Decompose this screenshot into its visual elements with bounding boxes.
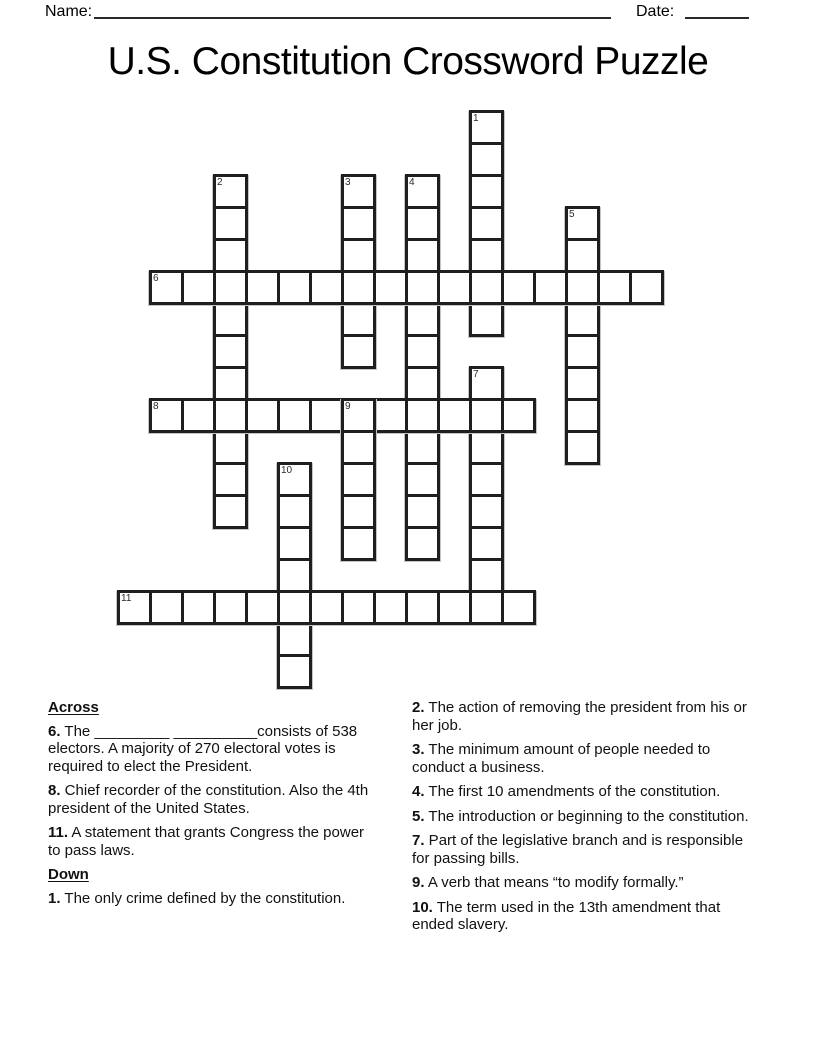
grid-cell: [566, 271, 599, 304]
clue-item: [48, 824, 380, 859]
grid-cell: [502, 591, 535, 624]
clue-number: 1.: [48, 889, 61, 907]
clue-item: [48, 723, 380, 776]
clue-item: [412, 699, 750, 734]
grid-cell: [246, 271, 279, 304]
clue-item: [412, 874, 750, 892]
clues-right-column: [412, 699, 750, 941]
grid-cell: [342, 431, 375, 464]
grid-cell: [150, 591, 183, 624]
grid-cell: [310, 271, 343, 304]
name-label: Name:: [45, 3, 93, 20]
across-clue-list: [48, 723, 380, 860]
grid-cell: [470, 271, 503, 304]
grid-cell: [470, 559, 503, 592]
grid-cell: [374, 591, 407, 624]
grid-cell: [342, 335, 375, 368]
grid-cell: [470, 303, 503, 336]
grid-cell: [470, 207, 503, 240]
cell-number: 9: [345, 401, 351, 412]
clue-text: Chief recorder of the constitution. Also the 4th president of the United States.: [48, 782, 369, 817]
down-heading: Down: [48, 866, 89, 883]
clue-item: [412, 808, 750, 826]
grid-cell: [342, 303, 375, 336]
grid-cell: [470, 175, 503, 208]
grid-cell: [566, 399, 599, 432]
grid-cell: [278, 623, 311, 656]
grid-cell: [214, 335, 247, 368]
cell-number: 6: [153, 273, 159, 284]
cell-number: 5: [569, 209, 575, 220]
grid-cell: [214, 303, 247, 336]
clue-text: The only crime defined by the constitution.: [60, 889, 346, 907]
clue-number: 9.: [412, 874, 425, 891]
clue-text: A statement that grants Congress the power to pass laws.: [48, 824, 365, 859]
grid-cell: [374, 399, 407, 432]
grid-cell: [406, 527, 439, 560]
grid-cell: [214, 239, 247, 272]
clue-text: The minimum amount of people needed to conduct a business.: [412, 741, 711, 776]
cell-number: 7: [473, 369, 479, 380]
grid-cell: [342, 463, 375, 496]
clue-number: 3.: [412, 741, 425, 758]
grid-cell: [342, 271, 375, 304]
grid-cell: [278, 495, 311, 528]
grid-cell: [310, 591, 343, 624]
grid-cell: [406, 591, 439, 624]
grid-cell: [566, 239, 599, 272]
grid-cell: [214, 367, 247, 400]
cell-number: 10: [281, 465, 293, 476]
grid-cell: [406, 495, 439, 528]
down-clue-list-right: [412, 699, 750, 934]
clue-number: 6.: [48, 722, 61, 740]
grid-cell: [214, 495, 247, 528]
grid-cell: [406, 335, 439, 368]
grid-cell: [278, 559, 311, 592]
clue-number: 4.: [412, 783, 425, 800]
cell-number: 8: [153, 401, 159, 412]
grid-cell: [278, 271, 311, 304]
grid-cell: [470, 399, 503, 432]
grid-cell: [566, 335, 599, 368]
clue-number: 5.: [412, 807, 425, 825]
clue-text: The action of removing the president from his or her job.: [412, 699, 747, 734]
down-clue-list-left: [48, 890, 380, 908]
clue-text: Part of the legislative branch and is responsible for passing bills.: [412, 832, 744, 867]
grid-cell: [278, 399, 311, 432]
grid-cell: [214, 591, 247, 624]
grid-cell: [374, 271, 407, 304]
clue-number: 2.: [412, 699, 425, 716]
grid-cell: [406, 463, 439, 496]
grid-cell: [342, 495, 375, 528]
grid-cell: [566, 431, 599, 464]
grid-cell: [214, 399, 247, 432]
clue-item: [412, 832, 750, 867]
across-heading: Across: [48, 699, 99, 716]
grid-cell: [214, 463, 247, 496]
grid-cell: [342, 207, 375, 240]
clue-text: The introduction or beginning to the constitution.: [424, 807, 749, 825]
grid-cell: [470, 431, 503, 464]
grid-cell: [342, 527, 375, 560]
grid-cell: [470, 495, 503, 528]
grid-cell: [406, 207, 439, 240]
grid-cell: [630, 271, 663, 304]
clue-item: [48, 782, 380, 817]
cell-number: 11: [121, 593, 132, 604]
page-title: U.S. Constitution Crossword Puzzle: [107, 40, 709, 83]
grid-cell: [470, 463, 503, 496]
cell-number: 3: [345, 177, 351, 188]
grid-cell: [278, 655, 311, 688]
cell-number: 4: [409, 177, 415, 188]
clue-number: 8.: [48, 782, 61, 799]
clue-item: [412, 783, 750, 801]
grid-cell: [406, 399, 439, 432]
clue-item: [412, 899, 750, 934]
grid-cell: [246, 591, 279, 624]
grid-cell: [342, 239, 375, 272]
clue-item: [412, 741, 750, 776]
grid-cell: [406, 239, 439, 272]
grid-cell: [502, 399, 535, 432]
grid-cell: [182, 399, 215, 432]
clue-number: 11.: [48, 824, 69, 841]
grid-cell: [534, 271, 567, 304]
grid-cell: [566, 367, 599, 400]
grid-cell: [438, 591, 471, 624]
clue-text: The term used in the 13th amendment that ended slavery.: [412, 898, 721, 933]
grid-cell: [278, 591, 311, 624]
clue-number: 10.: [412, 898, 433, 916]
clues-left-column: [48, 699, 380, 914]
grid-cell: [598, 271, 631, 304]
clue-number: 7.: [412, 832, 425, 849]
grid-cell: [246, 399, 279, 432]
cell-number: 2: [217, 177, 223, 188]
grid-cell: [470, 591, 503, 624]
grid-cell: [470, 239, 503, 272]
grid-cell: [438, 399, 471, 432]
grid-cell: [470, 527, 503, 560]
grid-cell: [182, 271, 215, 304]
grid-cell: [438, 271, 471, 304]
grid-cell: [566, 303, 599, 336]
clue-text: A verb that means “to modify formally.”: [424, 874, 684, 891]
grid-cell: [406, 271, 439, 304]
grid-cell: [214, 271, 247, 304]
grid-cell: [406, 367, 439, 400]
clue-text: The _________ __________consists of 538 electors. A majority of 270 electoral votes is required to elect the President.: [48, 722, 358, 775]
grid-cell: [214, 207, 247, 240]
grid-cell: [278, 527, 311, 560]
date-label: Date:: [636, 3, 675, 20]
grid-cell: [406, 431, 439, 464]
grid-cell: [310, 399, 343, 432]
grid-cell: [214, 431, 247, 464]
grid-cell: [342, 591, 375, 624]
clue-item: [48, 890, 380, 908]
grid-cell: [182, 591, 215, 624]
grid-cell: [470, 143, 503, 176]
cell-number: 1: [473, 113, 479, 124]
grid-cell: [406, 303, 439, 336]
grid-cell: [502, 271, 535, 304]
clue-text: The first 10 amendments of the constitution.: [424, 783, 721, 800]
